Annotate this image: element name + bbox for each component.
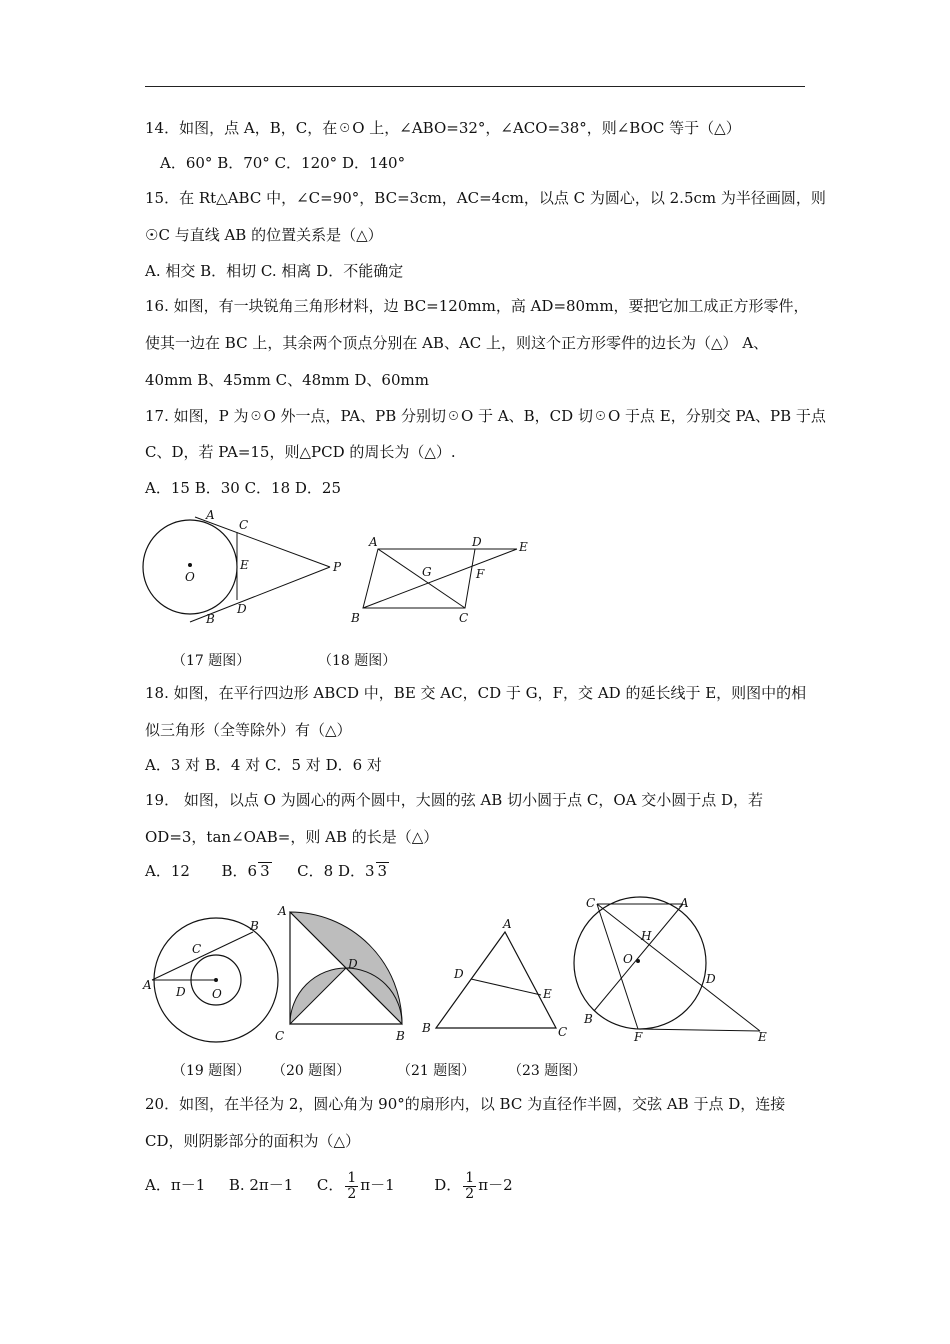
caption-fig18: （18 题图） [318,653,397,669]
q20-c-frac-num: 1 [347,1169,357,1186]
f18-label-e: E [519,540,528,554]
f18-label-g: G [422,565,432,579]
f23-label-a: A [680,896,689,910]
q14-stem: 14．如图，点 A，B，C，在☉O 上，∠ABO=32°，∠ACO=38°，则∠BOC 等于（△） [145,119,741,137]
figure-18 [345,530,545,630]
q14-options: A．60° B．70° C．120° D．140° [160,154,406,172]
f17-label-e: E [240,558,249,572]
caption-fig23: （23 题图） [508,1063,587,1079]
q20-stem-line2: CD，则阴影部分的面积为（△） [145,1132,361,1150]
f19-label-o: O [212,987,222,1001]
q20-c-frac-den: 2 [347,1185,357,1202]
q15-stem-line1: 15．在 Rt△ABC 中，∠C=90°，BC=3cm，AC=4cm，以点 C 为圆心，以 2.5cm 为半径画圆，则 [145,189,826,207]
q20-option-a: A．π－1 [145,1176,206,1194]
figure-23 [570,893,780,1043]
f18-label-f: F [476,567,485,581]
f20-label-d: D [348,957,358,971]
q19-options [145,861,389,881]
f19-label-a: A [143,978,152,992]
f18-label-d: D [472,535,482,549]
q19-option-d-sqrt: 3 [377,862,388,880]
f20-label-b: B [396,1029,405,1043]
figure-21 [408,912,578,1042]
f21-label-e: E [543,987,552,1001]
q19-option-a: A．12 [145,862,190,880]
q18-options: A．3 对 B．4 对 C．5 对 D．6 对 [145,756,382,774]
caption-fig19: （19 题图） [172,1063,251,1079]
q20-d-frac-num: 1 [465,1169,475,1186]
q20-option-d-suffix: π－2 [478,1176,513,1194]
q18-stem-line1: 18. 如图，在平行四边形 ABCD 中，BE 交 AC，CD 于 G，F，交 AD 的延长线于 E，则图中的相 [145,684,807,702]
q16-options: 40mm B、45mm C、48mm D、60mm [145,371,429,389]
q20-option-d-prefix: D． [434,1176,462,1194]
figure-19 [140,910,285,1050]
f18-label-b: B [351,611,360,625]
f19-label-c: C [192,942,202,956]
q16-stem-line1: 16. 如图，有一块锐角三角形材料，边 BC=120mm，高 AD=80mm，要把它加工成正方形零件， [145,297,809,315]
f23-label-h: H [641,929,652,943]
f17-label-p: P [333,560,342,574]
f21-label-a: A [503,917,512,931]
f23-label-c: C [586,896,596,910]
f23-label-b: B [584,1012,593,1026]
f17-label-d: D [237,602,247,616]
f18-label-a: A [369,535,378,549]
q20-option-b: B. 2π－1 [228,1176,294,1194]
f20-label-c: C [275,1029,285,1043]
figure-20 [272,900,412,1050]
q15-stem-line2: ☉C 与直线 AB 的位置关系是（△） [145,226,383,244]
f20-label-a: A [278,904,287,918]
f18-label-c: C [459,611,469,625]
f19-label-b: B [250,919,259,933]
f17-label-a: A [206,508,215,522]
f17-label-o: O [185,570,195,584]
f19-label-d: D [176,985,186,999]
q20-stem-line1: 20．如图，在半径为 2，圆心角为 90°的扇形内，以 BC 为直径作半圆，交弦 AB 于点 D，连接 [145,1095,786,1113]
q20-option-c-prefix: C． [316,1176,344,1194]
q19-option-c-d: C．8 D．3 [297,862,375,880]
f21-label-c: C [558,1025,568,1039]
caption-fig20: （20 题图） [272,1063,351,1079]
q20-d-frac-den: 2 [465,1185,475,1202]
f23-label-o: O [623,952,633,966]
q20-option-c-fraction [345,1171,358,1202]
f23-label-f: F [634,1030,643,1044]
q19-stem-line2: OD=3，tan∠OAB=，则 AB 的长是（△） [145,828,439,846]
q15-options: A. 相交 B．相切 C. 相离 D．不能确定 [145,262,404,280]
q17-options: A．15 B．30 C．18 D．25 [145,479,342,497]
f23-label-e: E [758,1030,767,1044]
q17-stem-line2: C、D，若 PA=15，则△PCD 的周长为（△）. [145,443,456,461]
header-rule [145,86,805,87]
q20-option-c-suffix: π－1 [360,1176,395,1194]
q17-stem-line1: 17. 如图，P 为☉O 外一点，PA、PB 分别切☉O 于 A、B，CD 切☉O 于点 E，分别交 PA、PB 于点 [145,407,826,425]
q19-option-b: B．6 [221,862,258,880]
q16-stem-line2: 使其一边在 BC 上，其余两个顶点分别在 AB、AC 上，则这个正方形零件的边长为（△） A、 [145,334,769,352]
caption-fig21: （21 题图） [397,1063,476,1079]
q19-stem-line1: 19． 如图，以点 O 为圆心的两个圆中，大圆的弦 AB 切小圆于点 C，OA 交小圆于点 D，若 [145,791,764,809]
f17-label-b: B [206,612,215,626]
q19-option-b-sqrt: 3 [260,862,270,880]
caption-fig17: （17 题图） [172,653,251,669]
q20-option-d-fraction [463,1171,476,1202]
q18-stem-line2: 似三角形（全等除外）有（△） [145,721,352,739]
q20-options [145,1168,513,1202]
f23-label-d: D [706,972,716,986]
f21-label-b: B [422,1021,431,1035]
figure-17 [140,505,340,630]
f21-label-d: D [454,967,464,981]
f17-label-c: C [239,518,249,532]
